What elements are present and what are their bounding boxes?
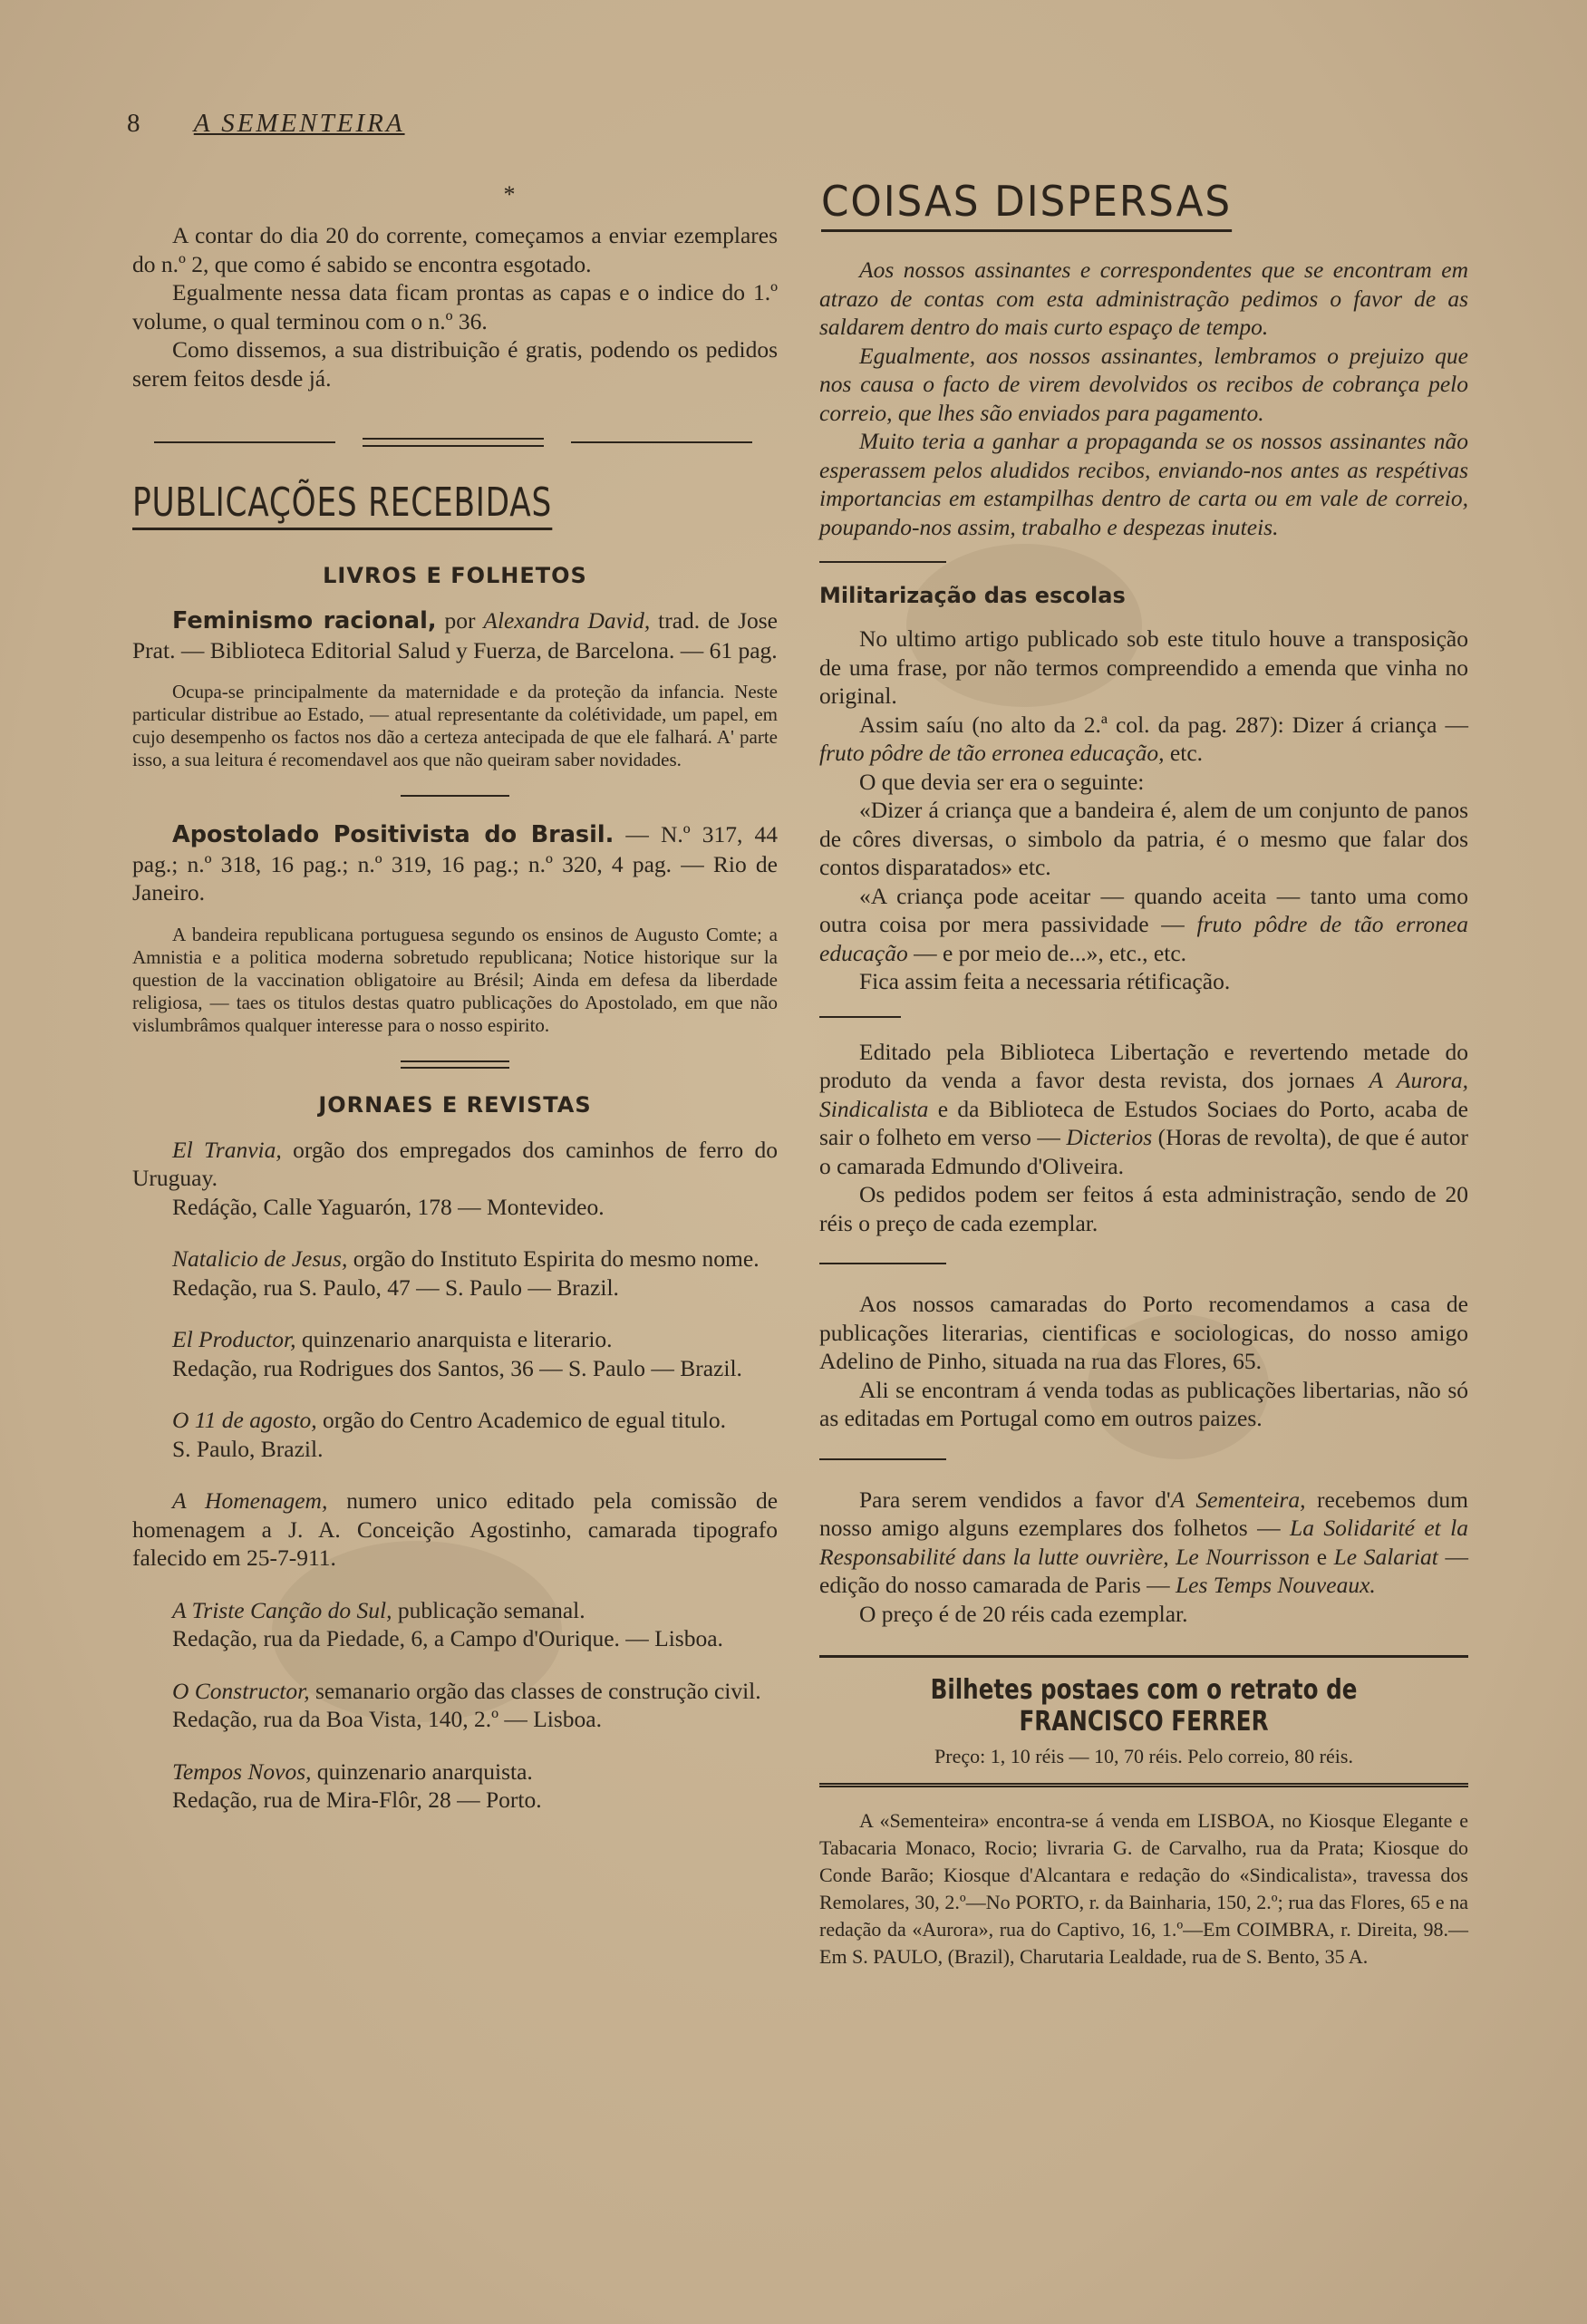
jornal-address: S. Paulo, Brazil.	[172, 1435, 324, 1462]
editado-text: (Horas de revolta), de que é autor o camarada Edmundo d'Oliveira.	[819, 1124, 1468, 1179]
notice-paragraph: Como dissemos, a sua distribuição é gratis, podendo os pedidos serem feitos desde já.	[132, 336, 778, 392]
notice-paragraph: Egualmente nessa data ficam prontas as capas e o indice do 1.º volume, o qual terminou com o n.º 36.	[132, 279, 778, 334]
livros-heading: LIVROS E FOLHETOS	[323, 563, 587, 588]
jornal-address: Redáção, Calle Yaguarón, 178 — Montevideo.	[172, 1193, 605, 1220]
entry-divider	[401, 1060, 509, 1069]
jornal-title: A Triste Canção do Sul,	[172, 1596, 392, 1623]
assinantes-paragraph: Muito teria a ganhar a propaganda se os nossos assinantes não esperassem pelos aludidos recibos, enviando-nos antes as respétivas importancias em estampilhas dentro de carta ou em vale de correio, poupando-nos assim, trabalho e despezas inuteis.	[819, 428, 1468, 540]
mil-text: — e por meio de...», etc., etc.	[907, 939, 1187, 966]
porto-paragraph: Ali se encontram á venda todas as publicações libertarias, não só as editadas em Portugal como em outros paizes.	[819, 1376, 1468, 1431]
apostolado-entry	[132, 820, 778, 907]
editado-paragraph	[819, 1038, 1468, 1181]
jornal-entry	[132, 1596, 778, 1625]
jornal-desc: orgão do Centro Academico de egual titulo.	[316, 1407, 726, 1433]
jornal-address: Redação, rua S. Paulo, 47 — S. Paulo — Brazil.	[172, 1273, 619, 1301]
jornal-entry	[132, 1758, 778, 1787]
mil-text: «A criança pode aceitar — quando aceita — tanto uma como outra coisa por mera passividade —	[819, 882, 1468, 937]
entry-divider	[401, 795, 509, 797]
editado-italic: Dicterios	[1066, 1124, 1153, 1150]
jornal-title: Tempos Novos,	[172, 1758, 312, 1785]
jornal-desc: quinzenario anarquista.	[311, 1758, 533, 1785]
jornal-title: A Homenagem,	[172, 1487, 328, 1514]
jornaes-heading: JORNAES E REVISTAS	[318, 1091, 592, 1118]
jornal-title: El Productor,	[172, 1326, 296, 1352]
jornal-desc: orgão do Instituto Espirita do mesmo nome.	[347, 1245, 760, 1272]
jornal-address: Redação, rua da Piedade, 6, a Campo d'Ourique. — Lisboa.	[172, 1625, 723, 1651]
mil-paragraph: O que devia ser era o seguinte:	[859, 768, 1145, 795]
vendidos-text: e	[1310, 1543, 1334, 1570]
section-divider	[819, 1458, 946, 1460]
coisas-dispersas-heading: COISAS DISPERSAS	[821, 177, 1232, 232]
asterisk-separator: *	[503, 181, 516, 208]
vendidos-paragraph	[819, 1486, 1468, 1600]
mil-quote: fruto pôdre de tão erronea educação	[819, 911, 1468, 966]
jornal-entry	[132, 1486, 778, 1573]
feminismo-by: por	[436, 607, 484, 634]
apostolado-note: A bandeira republicana portuguesa segundo os ensinos de Augusto Comte; a Amnistia e a politica moderna sobretudo republicana; Notice historique sur la question de la vaccination obligatoire au Brésil; Ainda em defesa da liberdade religiosa, — taes os titulos destas quatro publicações do Apostolado, em que não vislumbrâmos qualquer interesse para o nosso espirito.	[132, 923, 778, 1036]
section-divider	[819, 1263, 946, 1264]
feminismo-entry	[132, 606, 778, 664]
notice-paragraph: A contar do dia 20 do corrente, começamos a enviar ezemplares do n.º 2, que como é sabido se encontra esgotado.	[132, 222, 778, 277]
page-number: 8	[127, 109, 141, 138]
jornal-desc: numero unico editado pela comissão de homenagem a J. A. Conceição Agostinho, camarada tipografo falecido em 25-7-911.	[132, 1487, 779, 1571]
apostolado-title: Apostolado Positivista do Brasil.	[172, 821, 614, 848]
jornal-entry	[132, 1325, 778, 1354]
mil-paragraph	[819, 711, 1468, 768]
jornal-desc: orgão dos empregados dos caminhos de ferro do Uruguay.	[132, 1136, 778, 1191]
section-divider	[819, 1016, 901, 1018]
jornal-entry	[132, 1677, 778, 1706]
mil-paragraph: No ultimo artigo publicado sob este titulo houve a transposição de uma frase, por não termos compreendido a emenda que vinha no original.	[819, 625, 1468, 709]
publication-title: A SEMENTEIRA	[193, 109, 405, 138]
jornal-desc: quinzenario anarquista e literario.	[295, 1326, 613, 1352]
assinantes-paragraph: Aos nossos assinantes e correspondentes que se encontram em atrazo de contas com esta administração pedimos o favor de as saldarem dentro do mais curto espaço de tempo.	[819, 257, 1468, 340]
jornal-title: O 11 de agosto,	[172, 1407, 317, 1433]
left-column	[132, 181, 778, 1815]
jornal-title: El Tranvia,	[172, 1136, 282, 1163]
jornal-entry	[132, 1406, 778, 1435]
mil-paragraph: Fica assim feita a necessaria rétificação.	[859, 968, 1231, 994]
editado-text: Editado pela Biblioteca Libertação e revertendo metade do produto da venda a favor desta revista, dos jornaes	[819, 1038, 1468, 1093]
vendidos-paragraph: O preço é de 20 réis cada ezemplar.	[859, 1600, 1188, 1627]
jornal-desc: semanario orgão das classes de construção civil.	[309, 1677, 761, 1704]
ferrer-price: Preço: 1, 10 réis — 10, 70 réis. Pelo correio, 80 réis.	[934, 1745, 1353, 1767]
venda-locations: A «Sementeira» encontra-se á venda em LISBOA, no Kiosque Elegante e Tabacaria Monaco, Rocio; livraria G. de Carvalho, rua da Prata; Kiosque do Conde Barão; Kiosque d'Alcantara e redação do «Sindicalista», travessa dos Remolares, 30, 2.º—No PORTO, r. da Bainharia, 150, 2.º; rua das Flores, 65 e na redação da «Aurora», rua do Captivo, 16, 1.º—Em COIMBRA, r. Direita, 98.—Em S. PAULO, (Brazil), Charutaria Lealdade, rua de S. Bento, 35 A.	[819, 1809, 1468, 1968]
publicacoes-heading-wrap	[132, 479, 778, 530]
assinantes-paragraph: Egualmente, aos nossos assinantes, lembramos o prejuizo que nos causa o facto de virem devolvidos os recibos de cobrança pelo correio, que lhes são enviados para pagamento.	[819, 342, 1468, 426]
section-divider	[819, 561, 946, 563]
jornal-entry	[132, 1244, 778, 1273]
vendidos-italic: Le Salariat	[1333, 1543, 1438, 1570]
jornal-title: Natalicio de Jesus,	[172, 1245, 348, 1272]
feminismo-title: Feminismo racional,	[172, 607, 437, 634]
right-column	[819, 177, 1468, 1971]
jornal-address: Redação, rua de Mira-Flôr, 28 — Porto.	[172, 1787, 542, 1813]
mil-paragraph: «Dizer á criança que a bandeira é, alem de um conjunto de panos de côres diversas, o simbolo da patria, é o mesmo que falar dos contos disparatados» etc.	[819, 797, 1468, 880]
vendidos-text: Para serem vendidos a favor d'	[859, 1486, 1171, 1513]
feminismo-author: Alexandra David,	[483, 607, 651, 634]
vendidos-text: recebemos dum nosso amigo alguns ezemplares dos folhetos —	[819, 1486, 1468, 1541]
vendidos-italic: A Sementeira,	[1170, 1486, 1306, 1513]
mil-quote: fruto pôdre de tão erronea educação,	[819, 740, 1165, 766]
editado-paragraph: Os pedidos podem ser feitos á esta administração, sendo de 20 réis o preço de cada ezemplar.	[819, 1181, 1468, 1236]
feminismo-rest: trad. de Jose Prat. — Biblioteca Editorial Salud y Fuerza, de Barcelona. — 61 pag.	[132, 607, 778, 663]
apostolado-rest: — N.º 317, 44 pag.; n.º 318, 16 pag.; n.º 319, 16 pag.; n.º 320, 4 pag. — Rio de Janeiro.	[132, 821, 778, 905]
vendidos-text: — edição do nosso camarada de Paris —	[819, 1543, 1468, 1598]
vendidos-italic: Les Temps Nouveaux.	[1176, 1572, 1376, 1598]
ferrer-postcard-ad	[819, 1655, 1468, 1787]
jornal-address: Redação, rua Rodrigues dos Santos, 36 — S. Paulo — Brazil.	[172, 1354, 742, 1381]
running-header	[127, 109, 405, 139]
porto-paragraph: Aos nossos camaradas do Porto recomendamos a casa de publicações literarias, cientificas e sociologicas, do nosso amigo Adelino de Pinho, situada na rua das Flores, 65.	[819, 1291, 1468, 1374]
mil-paragraph	[819, 882, 1468, 968]
mil-text: Assim saíu (no alto da 2.ª col. da pag. 287): Dizer á criança —	[859, 711, 1468, 738]
editado-text: e da Biblioteca de Estudos Sociaes do Porto, acaba de sair o folheto em verso —	[819, 1095, 1468, 1150]
jornal-address: Redação, rua da Boa Vista, 140, 2.º — Lisboa.	[172, 1706, 603, 1732]
militarizacao-heading: Militarização das escolas	[819, 583, 1126, 608]
jornal-title: O Constructor,	[172, 1677, 310, 1704]
vendidos-italic: La Solidarité et la Responsabilité dans la lutte ouvrière, Le Nourrisson	[819, 1515, 1469, 1570]
editado-italic: A Aurora, Sindicalista	[819, 1067, 1468, 1122]
publicacoes-heading: PUBLICAÇÕES RECEBIDAS	[132, 479, 552, 530]
mil-text: etc.	[1164, 740, 1204, 766]
ferrer-title: Bilhetes postaes com o retrato de FRANCISCO FERRER	[930, 1674, 1358, 1738]
section-divider	[154, 438, 752, 447]
jornal-desc: publicação semanal.	[392, 1596, 585, 1623]
jornal-entry	[132, 1136, 778, 1193]
feminismo-note: Ocupa-se principalmente da maternidade e da proteção da infancia. Neste particular distribue ao Estado, — atual representante da colétividade, um papel, em cujo desempenho os factos nos dão a certeza antecipada de que ele falhará. A' parte isso, a sua leitura é recomendavel aos que não queiram saber novidades.	[132, 681, 778, 770]
